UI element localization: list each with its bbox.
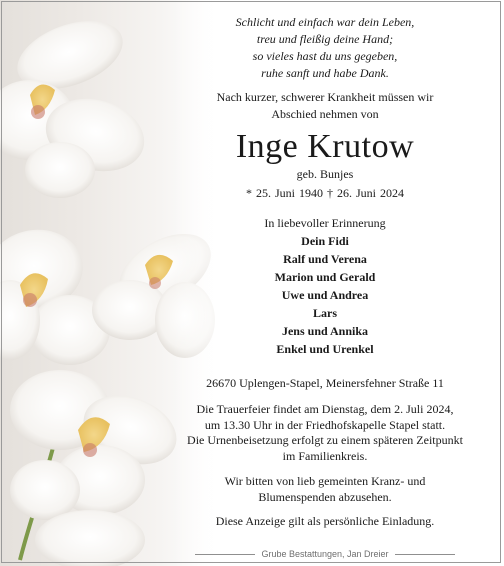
poem-line: treu und fleißig deine Hand; (256, 32, 394, 46)
poem-line: so vieles hast du uns gegeben, (252, 49, 398, 63)
funeral-line: im Familienkreis. (282, 448, 368, 463)
address: 26670 Uplengen-Stapel, Meinersfehner Straße 11 (206, 376, 444, 390)
mourner-name: Dein Fidi (301, 234, 349, 248)
footer-rule-left (195, 554, 255, 555)
mourner-name: Uwe und Andrea (281, 288, 369, 302)
life-dates: * 25. Juni 1940 † 26. Juni 2024 (245, 186, 404, 200)
funeral-line: Die Urnenbeisetzung erfolgt zu einem späteren Zeitpunkt (187, 433, 463, 447)
funeral-line: Die Trauerfeier findet am Dienstag, dem 2. Juli 2024, (196, 402, 454, 416)
funeral-info (180, 402, 470, 464)
poem-line: Schlicht und einfach war dein Leben, (235, 15, 415, 29)
mourner-name: Lars (313, 306, 337, 320)
poem (180, 14, 470, 82)
footer-credit (195, 546, 455, 562)
mourner-name: Marion und Gerald (274, 270, 376, 284)
footer-rule-right (395, 554, 455, 555)
mourners-list (180, 232, 470, 358)
intro-line: Nach kurzer, schwerer Krankheit müssen wir (216, 90, 434, 104)
intro-line: Abschied nehmen von (271, 107, 379, 121)
request-line: Wir bitten von lieb gemeinten Kranz- und (224, 474, 426, 488)
invitation-note: Diese Anzeige gilt als persönliche Einladung. (215, 514, 435, 528)
request-line: Blumenspenden abzusehen. (258, 489, 392, 504)
birth-name: geb. Bunjes (296, 167, 354, 181)
deceased-name: Inge Krutow (235, 128, 415, 165)
intro-text (180, 89, 470, 123)
mourner-name: Ralf und Verena (283, 252, 367, 266)
poem-line: ruhe sanft und habe Dank. (261, 66, 389, 80)
memory-heading: In liebevoller Erinnerung (264, 216, 386, 230)
mourner-name: Jens und Annika (281, 324, 369, 338)
flower-request (180, 474, 470, 505)
funeral-line: um 13.30 Uhr in der Friedhofskapelle Stapel statt. (204, 417, 446, 432)
mourner-name: Enkel und Urenkel (276, 342, 374, 356)
funeral-home-credit: Grube Bestattungen, Jan Dreier (261, 549, 389, 559)
